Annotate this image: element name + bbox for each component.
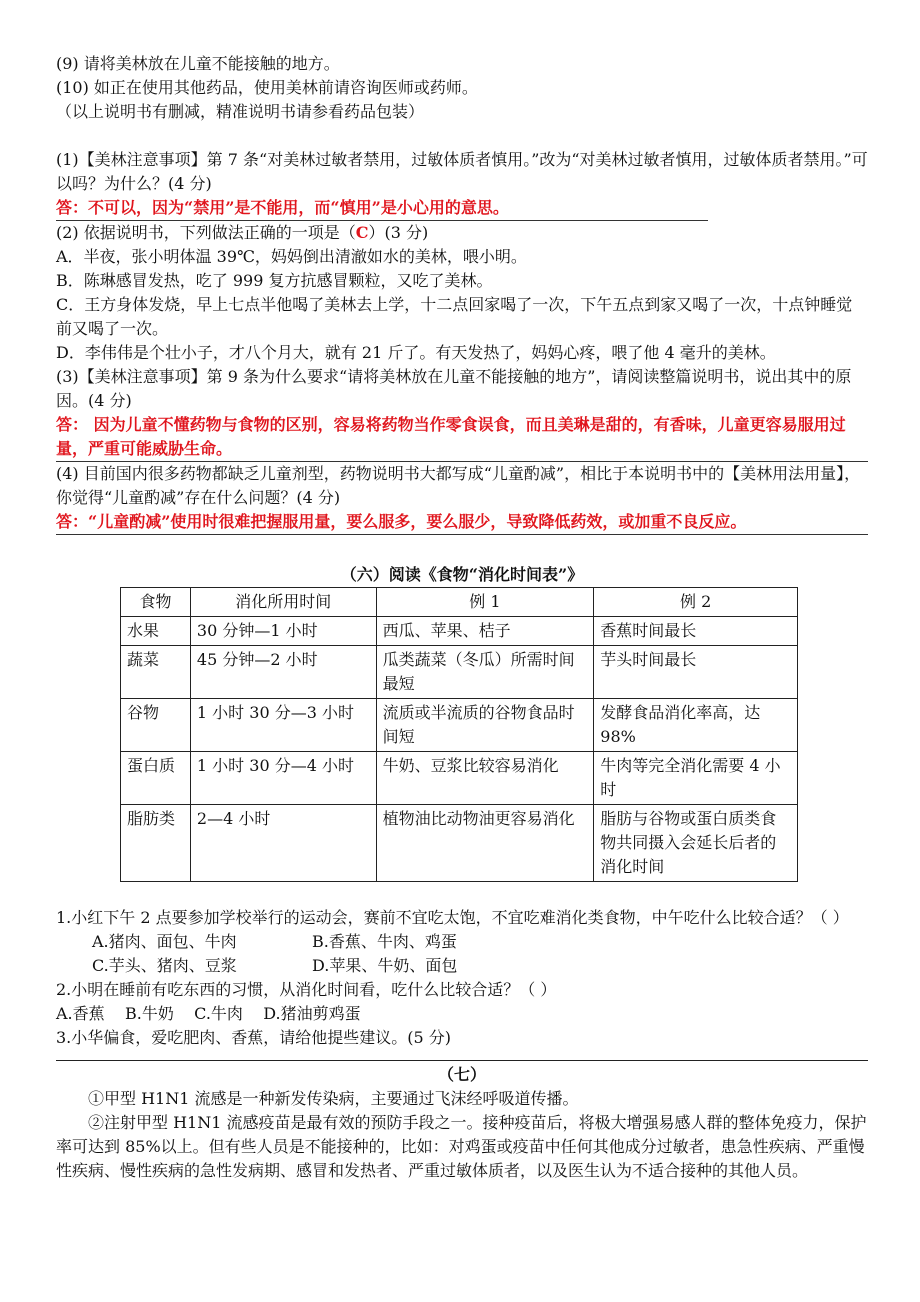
section-7-paragraph-1: ①甲型 H1N1 流感是一种新发传染病，主要通过飞沫经呼吸道传播。	[88, 1089, 579, 1108]
notice-item-9: (9) 请将美林放在儿童不能接触的地方。	[56, 54, 340, 73]
table-cell: 谷物	[121, 699, 191, 752]
q1-option-d: D.苹果、牛奶、面包	[312, 956, 458, 975]
table-row	[121, 805, 798, 882]
section-7-paragraph-2: ②注射甲型 H1N1 流感疫苗是最有效的预防手段之一。接种疫苗后，将极大增强易感人群的整体免疫力，保护率可达到 85%以上。但有些人员是不能接种的，比如：对鸡蛋或疫苗中任何其他成分过敏者，患急性疾病、严重慢性疾病、慢性疾病的急性发病期、感冒和发热者、严重过敏体质者，以及医生认为不适合接种的其他人员。	[56, 1113, 867, 1180]
table-row	[121, 752, 798, 805]
answer-2: C	[355, 223, 369, 242]
table-cell: 2—4 小时	[190, 805, 376, 882]
section-6-question-3: 3.小华偏食，爱吃肥肉、香蕉，请给他提些建议。(5 分)	[56, 1028, 452, 1047]
digestion-table	[120, 587, 798, 882]
table-row	[121, 617, 798, 646]
answer-1: 答：不可以，因为“禁用”是不能用，而“慎用”是小心用的意思。	[56, 196, 708, 221]
table-cell: 流质或半流质的谷物食品时间短	[376, 699, 594, 752]
table-cell: 蔬菜	[121, 646, 191, 699]
question-1: (1)【美林注意事项】第 7 条“对美林过敏者禁用，过敏体质者慎用。”改为“对美林过敏者慎用，过敏体质者禁用。”可以吗？为什么？(4 分)	[56, 150, 868, 193]
section-6-q1-options-row1	[56, 930, 868, 954]
table-cell: 牛奶、豆浆比较容易消化	[376, 752, 594, 805]
option-b: B．陈琳感冒发热，吃了 999 复方抗感冒颗粒，又吃了美林。	[56, 271, 493, 290]
table-header-cell: 例 1	[376, 588, 594, 617]
table-cell: 蛋白质	[121, 752, 191, 805]
answer-4: 答：“儿童酌减”使用时很难把握服用量，要么服多，要么服少，导致降低药效，或加重不良反应。	[56, 510, 868, 535]
table-header-row	[121, 588, 798, 617]
table-header-cell: 食物	[121, 588, 191, 617]
section-divider	[56, 1060, 868, 1061]
option-a: A．半夜，张小明体温 39℃，妈妈倒出清澈如水的美林，喂小明。	[56, 247, 527, 266]
section-6-title: （六）阅读《食物“消化时间表”》	[340, 565, 584, 584]
section-6-question-2: 2.小明在睡前有吃东西的习惯，从消化时间看，吃什么比较合适？（ ）	[56, 980, 557, 999]
question-2	[56, 221, 868, 245]
q1-option-b: B.香蕉、牛肉、鸡蛋	[312, 932, 457, 951]
table-header-cell: 例 2	[594, 588, 798, 617]
table-cell: 水果	[121, 617, 191, 646]
section-6-q2-options: A.香蕉 B.牛奶 C.牛肉 D.猪油剪鸡蛋	[56, 1004, 361, 1023]
table-cell: 瓜类蔬菜（冬瓜）所需时间最短	[376, 646, 594, 699]
question-4: (4) 目前国内很多药物都缺乏儿童剂型，药物说明书大都写成“儿童酌减”，相比于本说明书中的【美林用法用量】，你觉得“儿童酌减”存在什么问题？(4 分)	[56, 464, 861, 507]
table-cell: 香蕉时间最长	[594, 617, 798, 646]
section-6-q1-options-row2	[56, 954, 868, 978]
table-cell: 45 分钟—2 小时	[190, 646, 376, 699]
option-d: D．李伟伟是个壮小子，才八个月大，就有 21 斤了。有天发热了，妈妈心疼，喂了他 4 毫升的美林。	[56, 343, 776, 362]
table-cell: 芋头时间最长	[594, 646, 798, 699]
notice-footnote: （以上说明书有删减，精准说明书请参看药品包装）	[56, 102, 425, 121]
section-6-question-1: 1.小红下午 2 点要参加学校举行的运动会，赛前不宜吃太饱，不宜吃难消化类食物，中午吃什么比较合适？（ ）	[56, 908, 849, 927]
q1-option-c: C.芋头、猪肉、豆浆	[92, 956, 237, 975]
table-header-cell: 消化所用时间	[190, 588, 376, 617]
question-2-score: ）(3 分)	[368, 223, 429, 242]
option-c: C．王方身体发烧，早上七点半他喝了美林去上学，十二点回家喝了一次，下午五点到家又喝了一次，十点钟睡觉前又喝了一次。	[56, 295, 853, 338]
table-cell: 西瓜、苹果、桔子	[376, 617, 594, 646]
table-cell: 1 小时 30 分—4 小时	[190, 752, 376, 805]
q1-option-a: A.猪肉、面包、牛肉	[92, 932, 237, 951]
table-row	[121, 699, 798, 752]
question-2-stem: (2) 依据说明书，下列做法正确的一项是（	[56, 223, 356, 242]
table-cell: 牛肉等完全消化需要 4 小时	[594, 752, 798, 805]
answer-3: 答： 因为儿童不懂药物与食物的区别，容易将药物当作零食误食，而且美琳是甜的，有香味，儿童更容易服用过量，严重可能威胁生命。	[56, 413, 868, 462]
table-cell: 1 小时 30 分—3 小时	[190, 699, 376, 752]
document-page	[56, 52, 868, 1183]
section-7-title: （七）	[437, 1065, 486, 1084]
table-cell: 植物油比动物油更容易消化	[376, 805, 594, 882]
table-cell: 30 分钟—1 小时	[190, 617, 376, 646]
table-cell: 发酵食品消化率高，达 98%	[594, 699, 798, 752]
table-cell: 脂肪与谷物或蛋白质类食物共同摄入会延长后者的消化时间	[594, 805, 798, 882]
notice-item-10: (10) 如正在使用其他药品，使用美林前请咨询医师或药师。	[56, 78, 478, 97]
table-cell: 脂肪类	[121, 805, 191, 882]
table-row	[121, 646, 798, 699]
question-3: (3)【美林注意事项】第 9 条为什么要求“请将美林放在儿童不能接触的地方”，请阅读整篇说明书，说出其中的原因。(4 分)	[56, 367, 852, 410]
